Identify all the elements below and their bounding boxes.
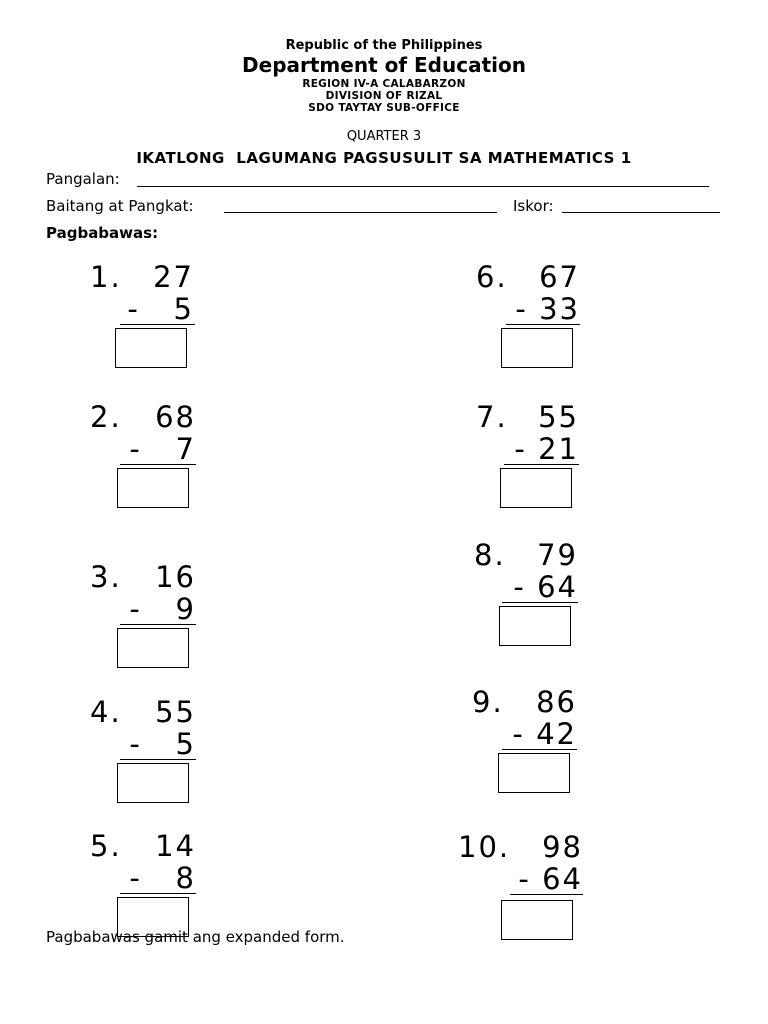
problem-number: 5. bbox=[90, 829, 122, 863]
minuend: 16 bbox=[155, 560, 196, 594]
quarter-label: QUARTER 3 bbox=[346, 129, 422, 144]
problem-number: 4. bbox=[90, 695, 122, 729]
answer-box[interactable] bbox=[117, 468, 189, 508]
problem-3 bbox=[90, 560, 300, 680]
answer-box[interactable] bbox=[500, 468, 572, 508]
problem-2 bbox=[90, 400, 300, 520]
answer-box[interactable] bbox=[499, 606, 571, 646]
problem-6 bbox=[476, 260, 686, 380]
subtrahend: - 42 bbox=[512, 717, 577, 751]
subtrahend: - 8 bbox=[129, 861, 196, 895]
minuend: 86 bbox=[536, 685, 577, 719]
problem-7 bbox=[476, 400, 686, 520]
answer-rule bbox=[504, 464, 579, 465]
minuend: 14 bbox=[155, 829, 196, 863]
answer-box[interactable] bbox=[498, 753, 570, 793]
subtrahend: - 33 bbox=[515, 292, 580, 326]
office-heading: SDO TAYTAY SUB-OFFICE bbox=[308, 102, 460, 114]
problem-8 bbox=[474, 538, 684, 658]
minuend: 98 bbox=[542, 830, 583, 864]
answer-rule bbox=[120, 624, 196, 625]
answer-rule bbox=[120, 893, 196, 894]
problem-number: 10. bbox=[458, 830, 511, 864]
subtrahend: - 7 bbox=[129, 432, 196, 466]
division-heading: DIVISION OF RIZAL bbox=[325, 90, 443, 102]
answer-box[interactable] bbox=[117, 628, 189, 668]
score-field[interactable] bbox=[562, 212, 720, 213]
problem-4 bbox=[90, 695, 300, 815]
answer-box[interactable] bbox=[117, 763, 189, 803]
minuend: 27 bbox=[153, 260, 194, 294]
minuend: 55 bbox=[538, 400, 579, 434]
subtrahend: - 9 bbox=[129, 592, 196, 626]
answer-rule bbox=[510, 894, 583, 895]
minuend: 68 bbox=[155, 400, 196, 434]
name-field[interactable] bbox=[137, 186, 709, 187]
subtrahend: - 5 bbox=[129, 727, 196, 761]
section-heading: Pagbabawas: bbox=[46, 224, 159, 242]
problem-number: 9. bbox=[472, 685, 504, 719]
department-heading: Department of Education bbox=[242, 53, 526, 77]
grade-field[interactable] bbox=[224, 212, 497, 213]
answer-rule bbox=[502, 602, 578, 603]
subtrahend: - 21 bbox=[514, 432, 579, 466]
problem-number: 2. bbox=[90, 400, 122, 434]
answer-box[interactable] bbox=[501, 900, 573, 940]
problem-number: 3. bbox=[90, 560, 122, 594]
problem-1 bbox=[90, 260, 300, 380]
answer-rule bbox=[120, 759, 196, 760]
subtrahend: - 5 bbox=[127, 292, 194, 326]
minuend: 79 bbox=[537, 538, 578, 572]
grade-label: Baitang at Pangkat: bbox=[46, 197, 194, 215]
problem-9 bbox=[472, 685, 682, 805]
problem-number: 7. bbox=[476, 400, 508, 434]
answer-rule bbox=[506, 324, 580, 325]
answer-box[interactable] bbox=[501, 328, 573, 368]
subtrahend: - 64 bbox=[518, 862, 583, 896]
answer-rule bbox=[502, 749, 577, 750]
subtrahend: - 64 bbox=[513, 570, 578, 604]
region-heading: REGION IV-A CALABARZON bbox=[302, 78, 466, 90]
answer-rule bbox=[120, 464, 196, 465]
answer-rule bbox=[120, 324, 195, 325]
problem-10 bbox=[458, 830, 668, 950]
footer-instruction: Pagbabawas gamit ang expanded form. bbox=[46, 928, 345, 946]
problem-number: 6. bbox=[476, 260, 508, 294]
problem-number: 8. bbox=[474, 538, 506, 572]
score-label: Iskor: bbox=[513, 197, 554, 215]
answer-box[interactable] bbox=[115, 328, 187, 368]
name-label: Pangalan: bbox=[46, 170, 120, 188]
problem-number: 1. bbox=[90, 260, 122, 294]
exam-title: IKATLONG LAGUMANG PAGSUSULIT SA MATHEMATICS 1 bbox=[136, 149, 632, 167]
minuend: 67 bbox=[539, 260, 580, 294]
minuend: 55 bbox=[155, 695, 196, 729]
republic-heading: Republic of the Philippines bbox=[285, 38, 483, 53]
